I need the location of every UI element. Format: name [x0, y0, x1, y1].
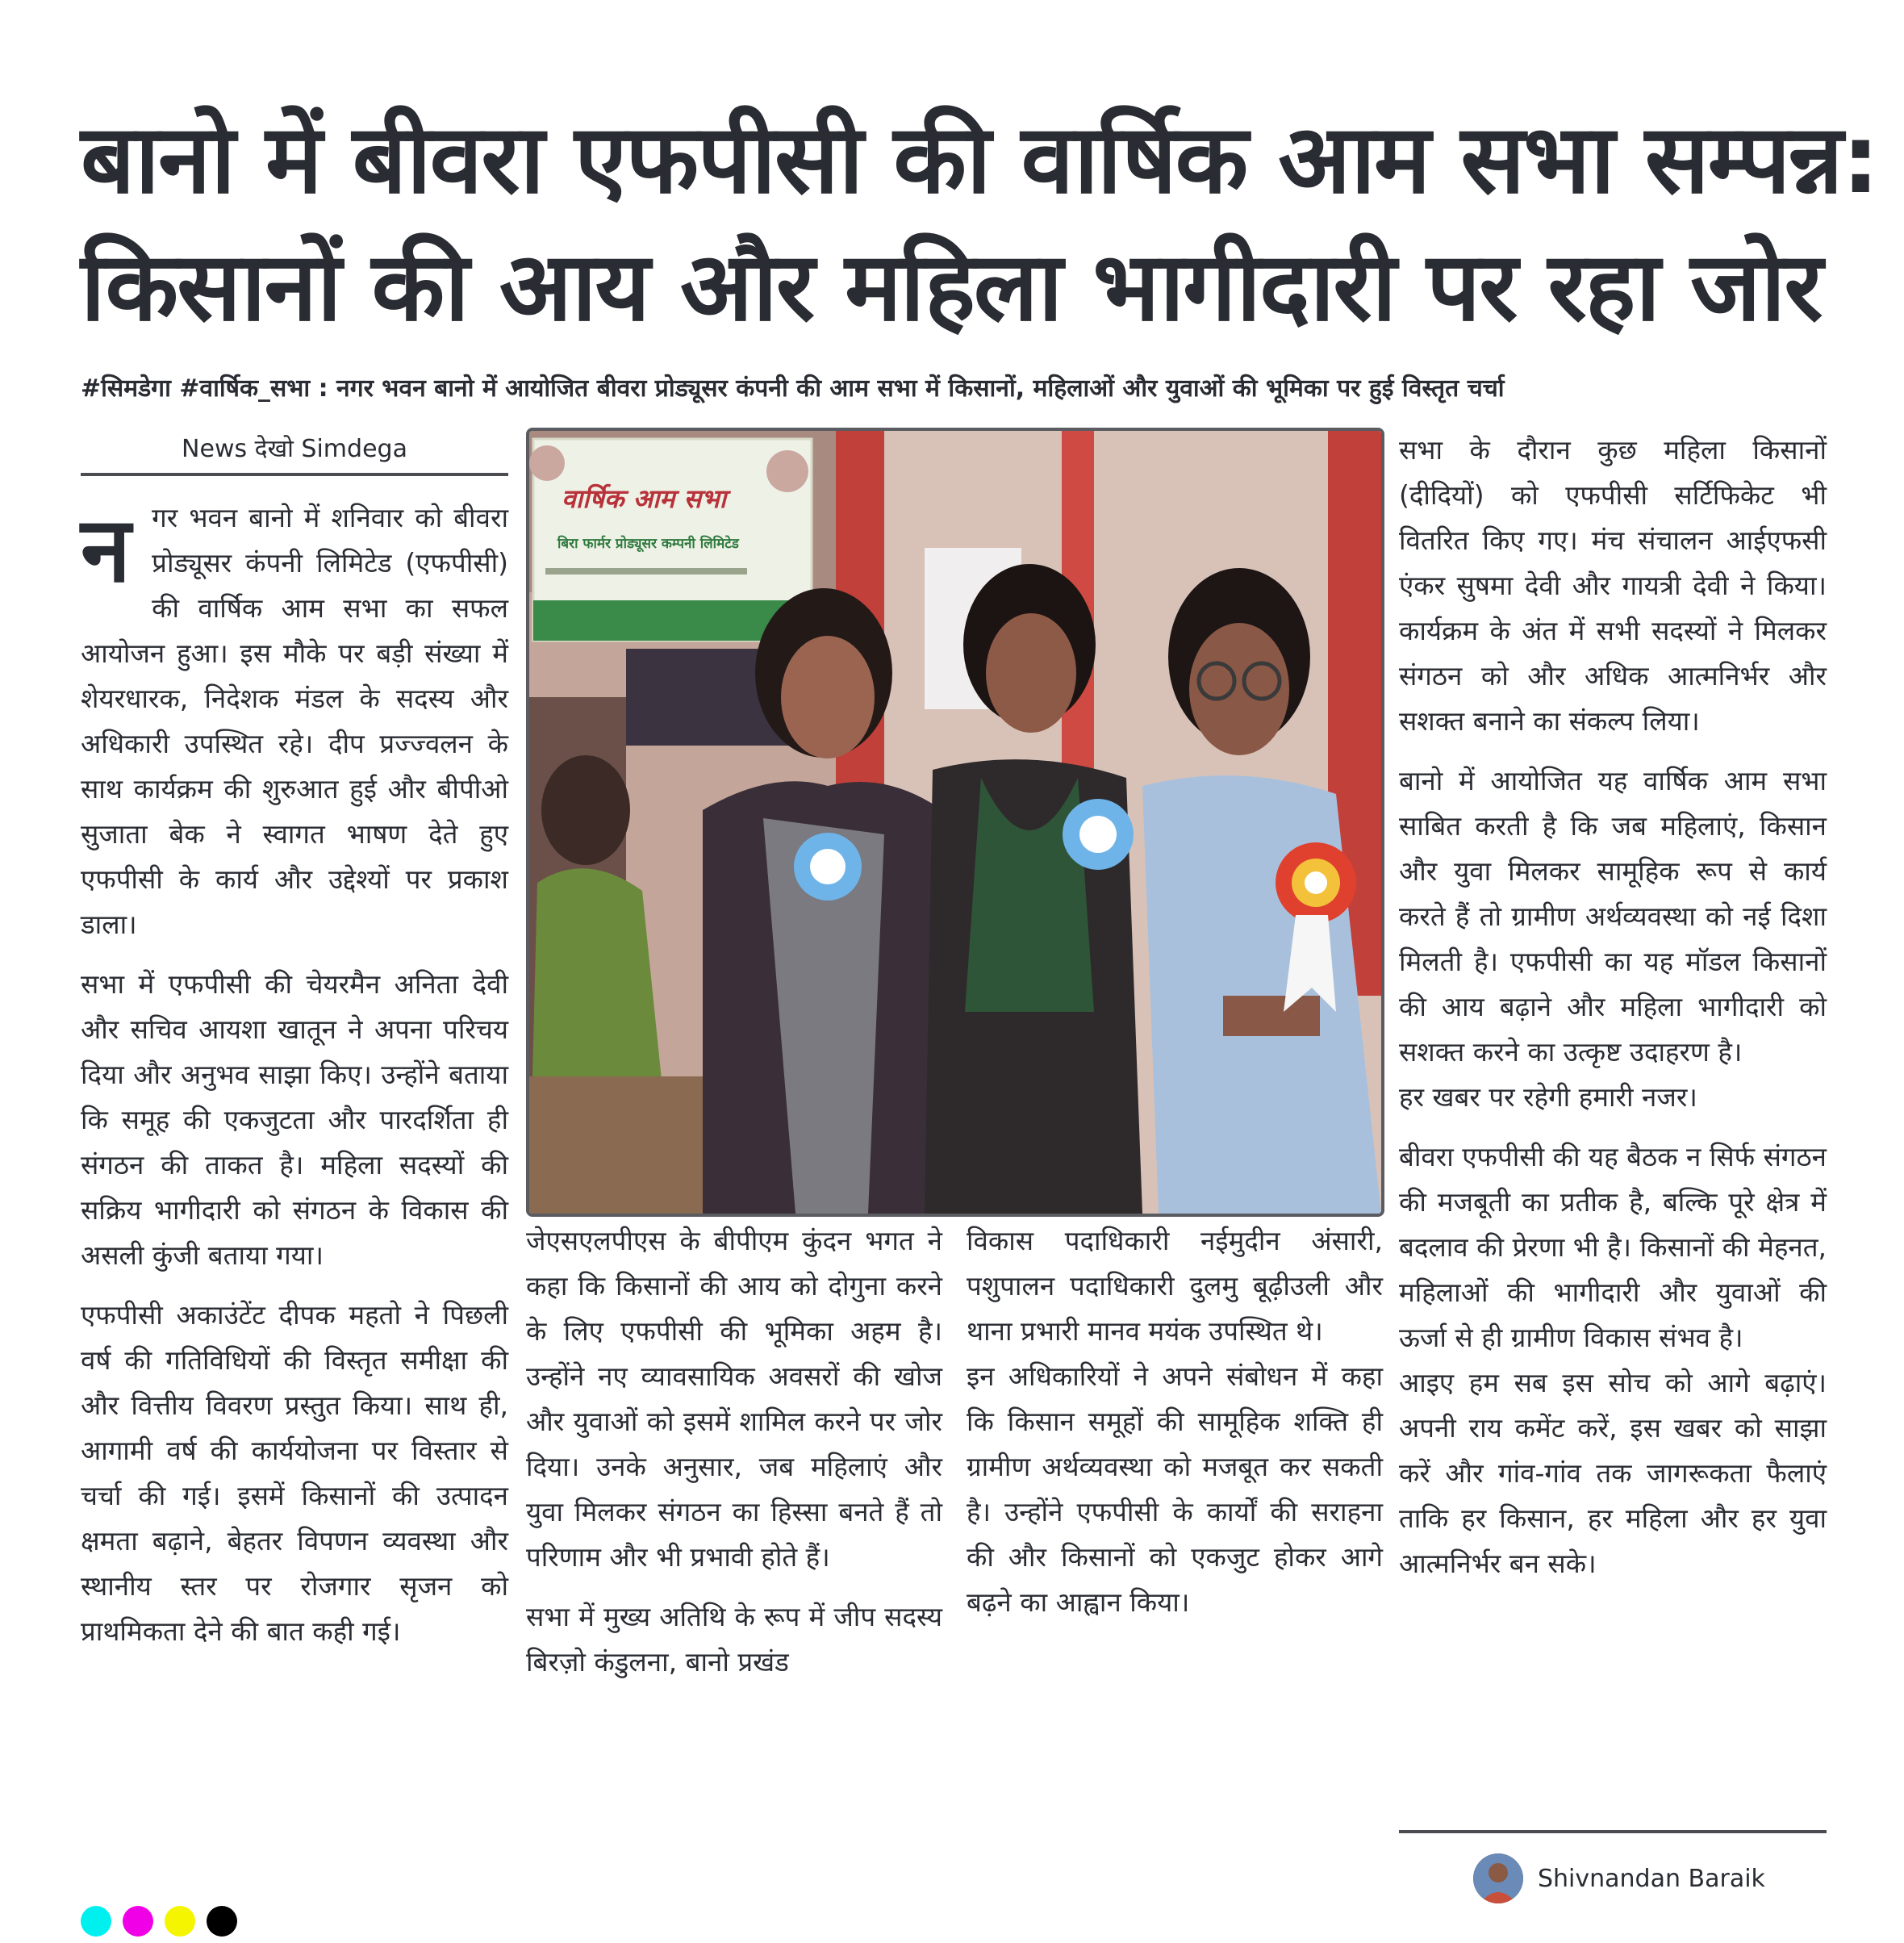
paragraph	[81, 495, 508, 947]
author-divider	[1399, 1830, 1827, 1833]
article-column-2	[526, 1218, 942, 1685]
registration-dot-black	[207, 1906, 237, 1937]
paragraph: बानो में आयोजित यह वार्षिक आम सभा साबित करती है कि जब महिलाएं, किसान और युवा मिलकर सामूहिक रूप से कार्य करते हैं तो ग्रामीण अर्थव्यवस्था को नई दिशा मिलती है। एफपीसी का यह मॉडल किसानों की आय बढ़ाने और महिला भागीदारी को सशक्त करने का उत्कृष्ट उदाहरण है।	[1399, 765, 1827, 1068]
headline-line-1: बानो में बीवरा एफपीसी की वार्षिक आम सभा सम्पन्न:	[81, 103, 1878, 215]
paragraph: आइए हम सब इस सोच को आगे बढ़ाएं। अपनी राय कमेंट करें, इस खबर को साझा करें और गांव-गांव तक जागरूकता फैलाएं ताकि हर किसान, हर महिला और हर युवा आत्मनिर्भर बन सके।	[1399, 1367, 1827, 1579]
headline-line-2: किसानों की आय और महिला भागीदारी पर रहा जोर	[81, 231, 1822, 342]
article-column-3	[967, 1218, 1383, 1640]
subheadline: #सिमडेगा #वार्षिक_सभा : नगर भवन बानो में आयोजित बीवरा प्रोड्यूसर कंपनी की आम सभा में किसानों, महिलाओं और युवाओं की भूमिका पर हुई विस्तृत चर्चा	[81, 374, 1505, 403]
author-name: Shivnandan Baraik	[1538, 1864, 1765, 1893]
author-avatar-icon	[1473, 1853, 1523, 1903]
author-credit	[1473, 1853, 1765, 1904]
registration-dot-cyan	[81, 1906, 111, 1937]
paragraph: बीवरा एफपीसी की यह बैठक न सिर्फ संगठन की मजबूती का प्रतीक है, बल्कि पूरे क्षेत्र में बदलाव की प्रेरणा भी है। किसानों की मेहनत, महिलाओं की भागीदारी और युवाओं की ऊर्जा से ही ग्रामीण विकास संभव है।	[1399, 1141, 1827, 1353]
registration-dot-magenta	[123, 1906, 153, 1937]
banner-company: बिरा फार्मर प्रोड्यूसर कम्पनी लिमिटेड	[557, 536, 739, 552]
byline-divider	[81, 473, 508, 476]
paragraph: विकास पदाधिकारी नईमुदीन अंसारी, पशुपालन पदाधिकारी दुलमु बूढ़ीउली और थाना प्रभारी मानव मयंक उपस्थित थे।	[967, 1225, 1383, 1347]
event-photo-illustration	[529, 431, 1381, 1214]
headline	[81, 95, 1878, 350]
paragraph: सभा के दौरान कुछ महिला किसानों (दीदियों) को एफपीसी सर्टिफिकेट भी वितरित किए गए। मंच संचालन आईएफसी एंकर सुषमा देवी और गायत्री देवी ने किया। कार्यक्रम के अंत में सभी सदस्यों ने मिलकर संगठन को और अधिक आत्मनिर्भर और सशक्त बनाने का संकल्प लिया।	[1399, 434, 1827, 737]
article-column-1	[81, 495, 508, 1669]
paragraph: हर खबर पर रहेगी हमारी नजर।	[1399, 1081, 1697, 1113]
paragraph: जेएसएलपीएस के बीपीएम कुंदन भगत ने कहा कि किसानों की आय को दोगुना करने के लिए एफपीसी की भूमिका अहम है। उन्होंने नए व्यावसायिक अवसरों की खोज और युवाओं को इसमें शामिल करने पर जोर दिया। उनके अनुसार, जब महिलाएं और युवा मिलकर संगठन का हिस्सा बनते हैं तो परिणाम और भी प्रभावी होते हैं।	[526, 1225, 942, 1573]
banner-title: वार्षिक आम सभा	[562, 483, 726, 514]
byline: News देखो Simdega	[182, 435, 407, 463]
registration-dot-yellow	[165, 1906, 195, 1937]
paragraph: सभा में एफपीसी की चेयरमैन अनिता देवी और सचिव आयशा खातून ने अपना परिचय दिया और अनुभव साझा किए। उन्होंने बताया कि समूह की एकजुटता और पारदर्शिता ही संगठन की ताकत है। महिला सदस्यों की सक्रिय भागीदारी को संगठन के विकास की असली कुंजी बताया गया।	[81, 968, 508, 1271]
event-photo	[526, 428, 1384, 1217]
print-registration-marks	[81, 1906, 237, 1937]
article-column-4	[1399, 428, 1827, 1586]
paragraph: एफपीसी अकाउंटेंट दीपक महतो ने पिछली वर्ष की गतिविधियों की विस्तृत समीक्षा की और वित्तीय विवरण प्रस्तुत किया। साथ ही, आगामी वर्ष की कार्ययोजना पर विस्तार से चर्चा की गई। इसमें किसानों की उत्पादन क्षमता बढ़ाने, बेहतर विपणन व्यवस्था और स्थानीय स्तर पर रोजगार सृजन को प्राथमिकता देने की बात कही गई।	[81, 1299, 508, 1647]
drop-cap: न	[81, 498, 132, 603]
paragraph: सभा में मुख्य अतिथि के रूप में जीप सदस्य बिरज़ो कंडुलना, बानो प्रखंड	[526, 1601, 942, 1678]
paragraph: इन अधिकारियों ने अपने संबोधन में कहा कि किसान समूहों की सामूहिक शक्ति ही ग्रामीण अर्थव्यवस्था को मजबूत कर सकती है। उन्होंने एफपीसी के कार्यों की सराहना की और किसानों को एकजुट होकर आगे बढ़ने का आह्वान किया।	[967, 1360, 1383, 1618]
paragraph-text: गर भवन बानो में शनिवार को बीवरा प्रोड्यूसर कंपनी लिमिटेड (एफपीसी) की वार्षिक आम सभा का सफल आयोजन हुआ। इस मौके पर बड़ी संख्या में शेयरधारक, निदेशक मंडल के सदस्य और अधिकारी उपस्थित रहे। दीप प्रज्ज्वलन के साथ कार्यक्रम की शुरुआत हुई और बीपीओ सुजाता बेक ने स्वागत भाषण देते हुए एफपीसी के कार्य और उद्देश्यों पर प्रकाश डाला।	[81, 502, 508, 940]
